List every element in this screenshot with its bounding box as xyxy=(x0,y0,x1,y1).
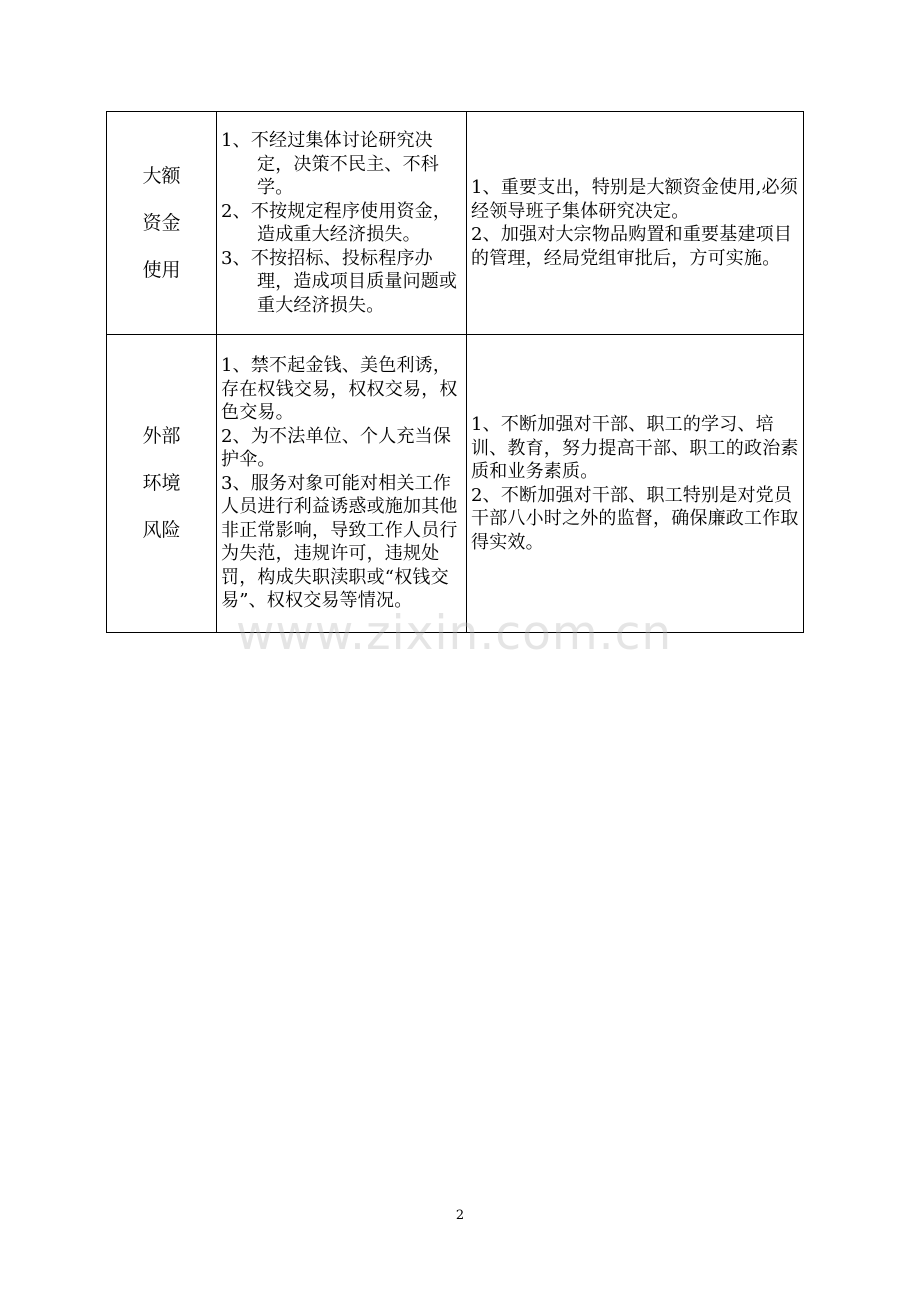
category-line: 使用 xyxy=(142,258,181,281)
measure-item: 2、不断加强对干部、职工特别是对党员干部八小时之外的监督，确保廉政工作取得实效。 xyxy=(471,484,799,553)
risk-item: 1、不经过集体讨论研究决定，决策不民主、不科学。 xyxy=(221,130,439,198)
category-line: 外部 xyxy=(142,425,181,447)
risk-item: 3、服务对象可能对相关工作人员进行利益诱惑或施加其他非正常影响，导致工作人员行为失范，违规许可，违规处罚，构成失职渎职或“权钱交易”、权权交易等情况。 xyxy=(221,472,458,612)
risk-cell xyxy=(217,112,467,335)
category-cell xyxy=(107,112,217,335)
table-row xyxy=(107,335,804,633)
watermark: www.zixin.com.cn xyxy=(236,606,673,661)
page-number: 2 xyxy=(455,1208,465,1223)
risk-item: 3、不按招标、投标程序办理，造成项目质量问题或重大经济损失。 xyxy=(221,247,458,316)
risk-cell xyxy=(217,335,467,633)
category-line: 资金 xyxy=(142,211,181,234)
risk-item: 2、不按规定程序使用资金，造成重大经济损失。 xyxy=(221,200,452,245)
table-row xyxy=(107,112,804,335)
measure-cell xyxy=(467,112,804,335)
risk-table xyxy=(106,111,804,633)
category-line: 风险 xyxy=(142,519,181,541)
category-line: 大额 xyxy=(142,164,181,187)
measure-item: 2、加强对大宗物品购置和重要基建项目的管理，经局党组审批后，方可实施。 xyxy=(471,224,793,269)
category-line: 环境 xyxy=(142,472,181,494)
risk-item: 2、为不法单位、个人充当保护伞。 xyxy=(221,425,452,471)
risk-item: 1、禁不起金钱、美色利诱，存在权钱交易，权权交易，权色交易。 xyxy=(221,355,458,424)
measure-cell xyxy=(467,335,804,633)
category-cell xyxy=(107,335,217,633)
measure-item: 1、重要支出，特别是大额资金使用,必须经领导班子集体研究决定。 xyxy=(471,177,798,222)
measure-item: 1、不断加强对干部、职工的学习、培训、教育，努力提高干部、职工的政治素质和业务素质。 xyxy=(471,414,799,482)
